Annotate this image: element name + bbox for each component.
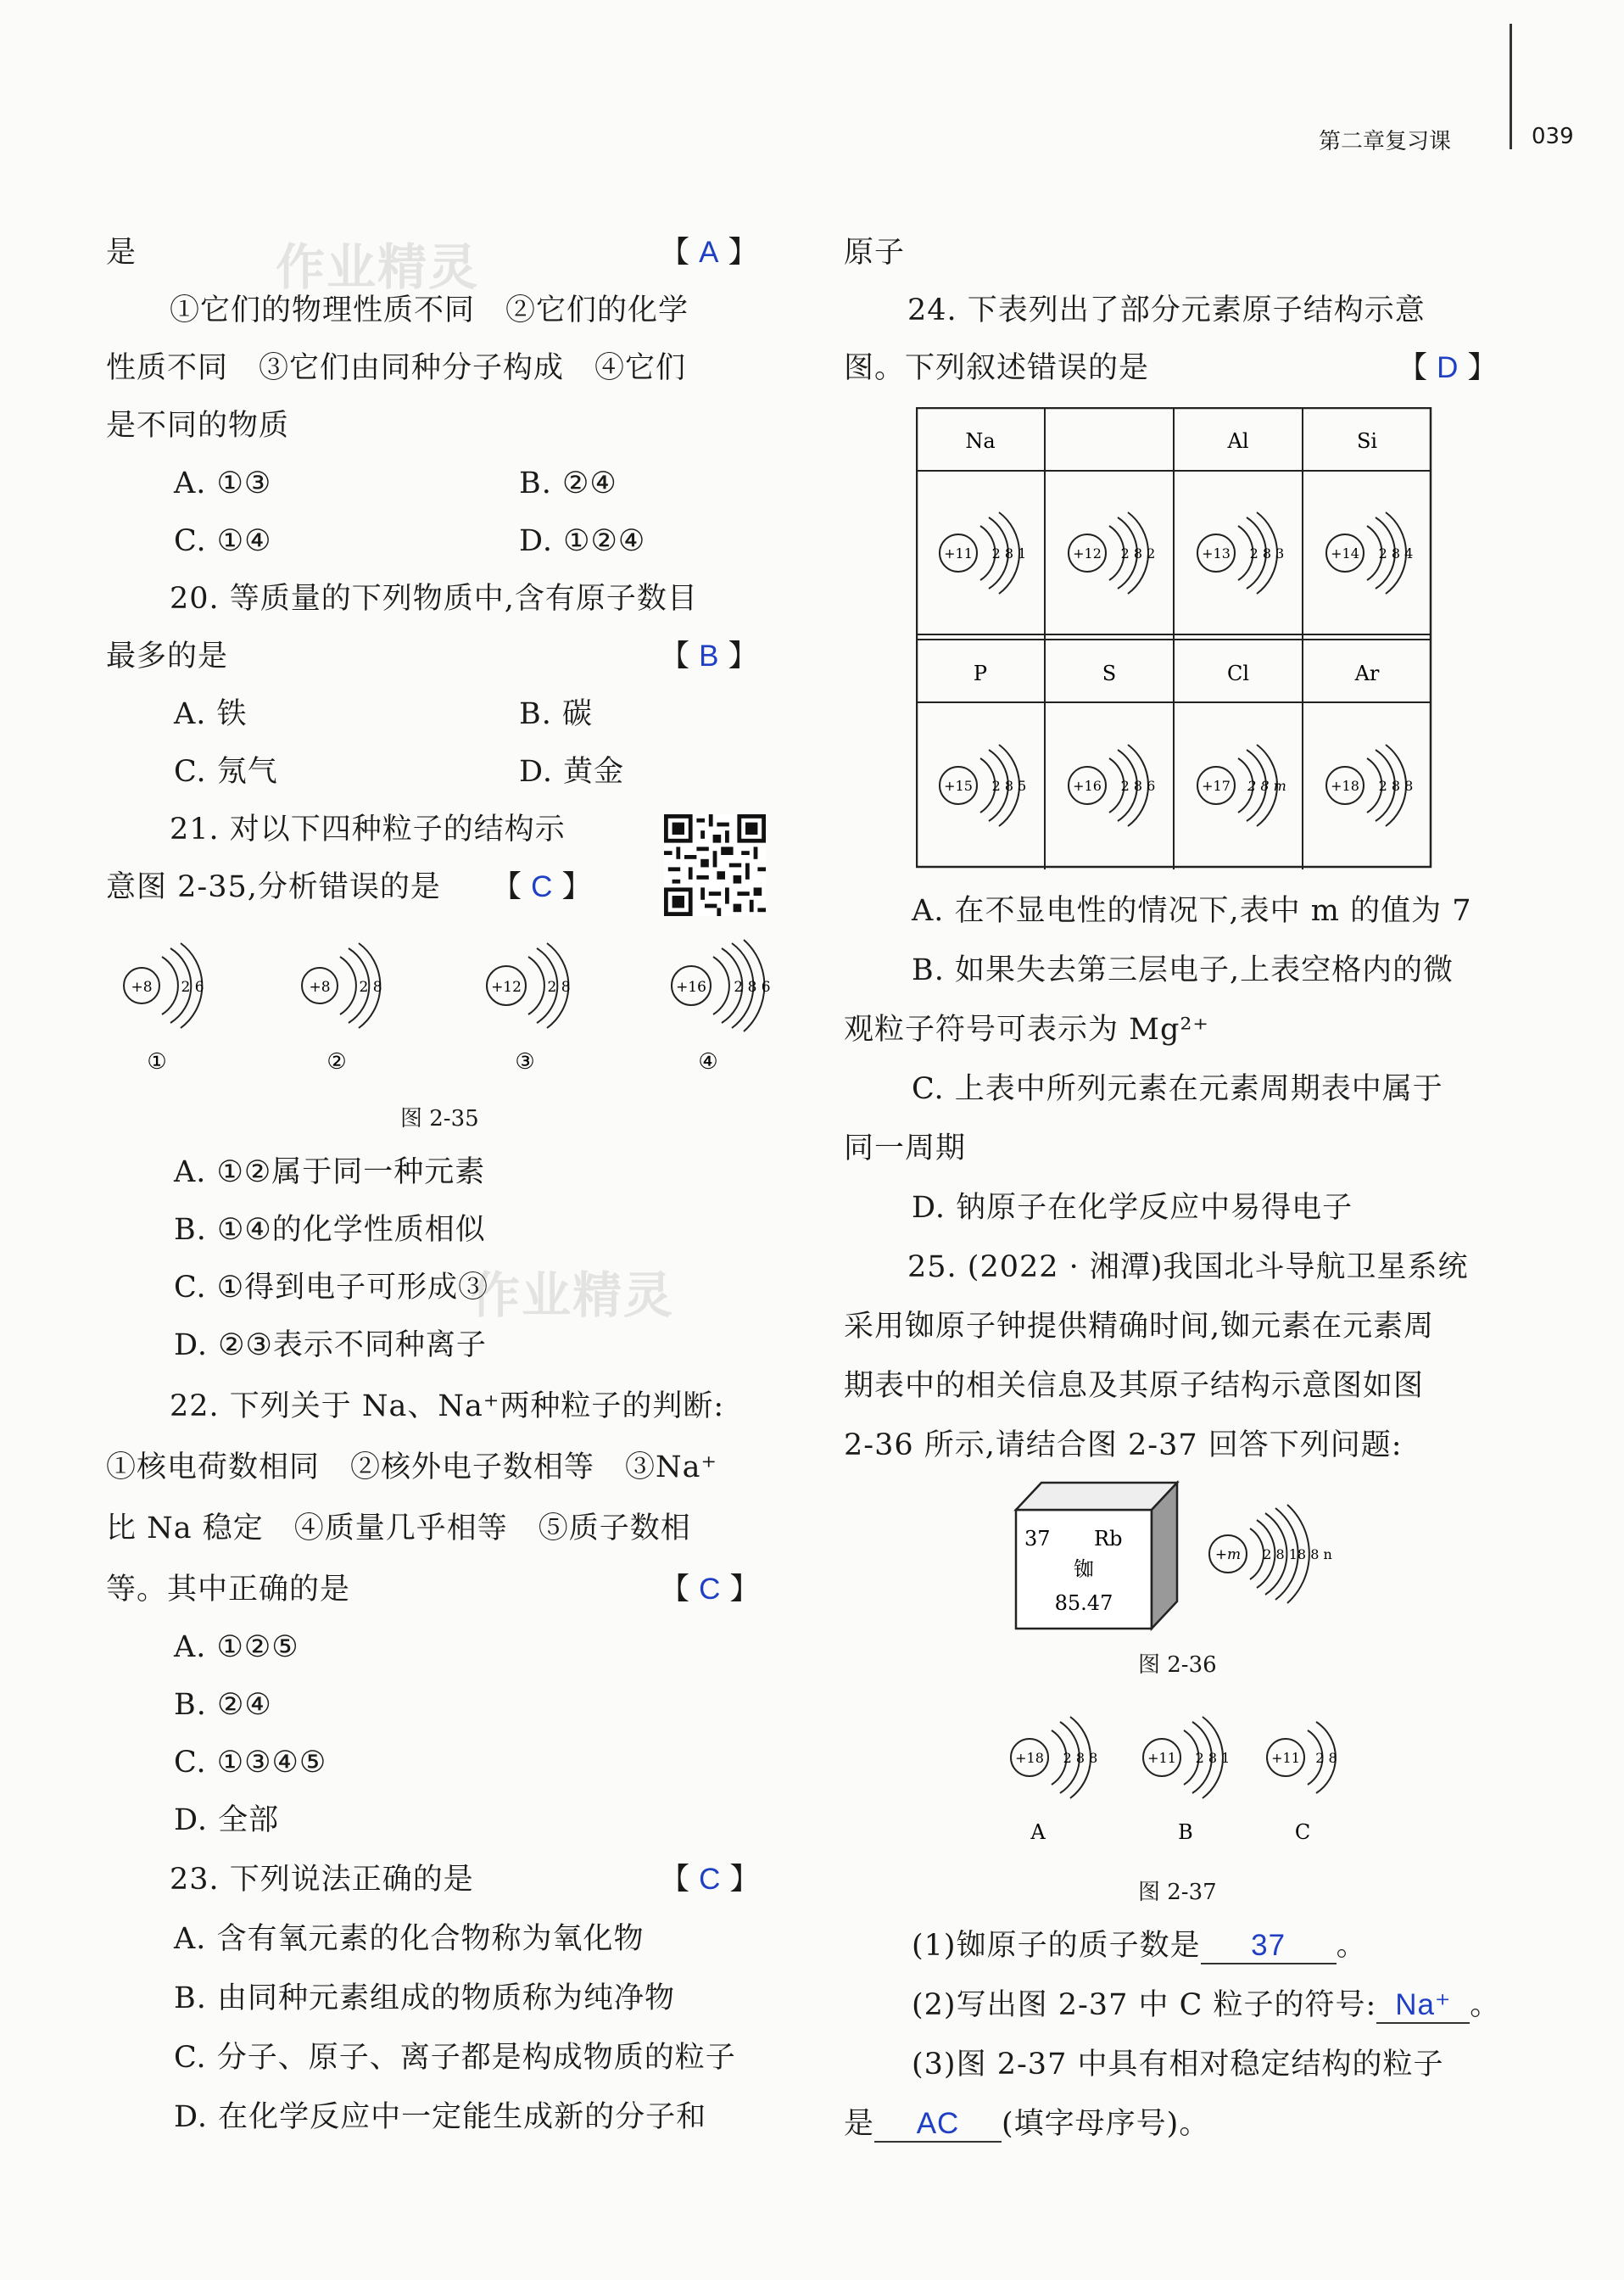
q24-option: D. 钠原子在化学反应中易得电子 [912,1191,1353,1225]
element-symbol: Al [1227,429,1249,453]
atom-diagram [1326,512,1413,594]
shell-electrons: 2 8 [359,979,382,996]
q20-answer-bracket: 【 B 】 [660,640,758,673]
shell-electrons: 2 8 6 [734,979,771,996]
shell-electrons: 2 8 [1315,1750,1337,1766]
q20-stem: 20. 等质量的下列物质中,含有原子数目 [170,582,698,616]
q24-option: B. 如果失去第三层电子,上表空格内的微 [912,953,1454,987]
q24-option: A. 在不显电性的情况下,表中 m 的值为 7 [912,894,1472,928]
figure-caption: 图 2-35 [400,1106,479,1132]
q25-stem: 采用铷原子钟提供精确时间,铷元素在元素周 [844,1310,1435,1344]
element-structure-table [916,407,1433,869]
figure-2-36 [1009,1476,1365,1637]
q20-option: D. 黄金 [519,755,625,789]
q25-sub2-blank[interactable] [1376,1988,1470,2024]
shell-electrons: 2 8 18 8 n [1263,1546,1332,1562]
q24-answer: D [1437,351,1459,384]
nucleus-charge: +8 [309,979,331,996]
q24-stem: 24. 下表列出了部分元素原子结构示意 [907,293,1426,327]
q21-option: C. ①得到电子可形成③ [174,1271,489,1305]
q20-option: B. 碳 [519,697,593,731]
q25-sub2 [912,1983,1500,2027]
q25-sub3-pre: 是 [844,2107,875,2141]
q22-option: A. ①②⑤ [174,1630,299,1664]
q25-stem: 25. (2022 · 湘潭)我国北斗导航卫星系统 [907,1250,1469,1284]
page-number: 039 [1532,124,1574,149]
chapter-title: 第二章复习课 [1319,129,1452,154]
nucleus-charge: +12 [491,979,522,996]
atom-label: B [1178,1820,1193,1844]
atom-label: ④ [698,1049,718,1075]
q21-answer: C [531,870,553,903]
shell-electrons: 2 8 5 [991,778,1027,794]
shell-electrons: 2 8 2 [1120,545,1156,562]
watermark: 作业精灵 [471,1266,675,1324]
figure-caption: 图 2-37 [1138,1880,1217,1905]
atom-diagram [940,745,1026,826]
q23-option: B. 由同种元素组成的物质称为纯净物 [174,1981,675,2015]
shell-electrons: 2 8 1 [991,545,1027,562]
atom-diagram [1197,512,1284,594]
q19-statement-line: ①它们的物理性质不同 ②它们的化学 [170,293,689,327]
q24-answer-bracket: 【 D 】 [1398,351,1498,385]
q22-stem: 比 Na 稳定 ④质量几乎相等 ⑤质子数相 [106,1512,691,1545]
q19-statement-line: 是不同的物质 [106,409,290,443]
q25-sub1-answer: 37 [1251,1929,1286,1962]
q21-answer-bracket: 【 C 】 [492,870,592,904]
nucleus-charge: +17 [1202,778,1231,794]
nucleus-charge: +14 [1331,545,1359,562]
header-divider [1510,24,1512,149]
shell-electrons: 2 8 4 [1378,545,1414,562]
nucleus-charge: +16 [676,979,706,996]
nucleus-charge: +18 [1015,1750,1044,1766]
atom-label: C [1294,1820,1311,1844]
q25-sub2-text: (2)写出图 2-37 中 C 粒子的符号: [912,1988,1377,2022]
q25-sub3-end: (填字母序号)。 [1002,2107,1210,2141]
nucleus-charge: +8 [131,979,153,996]
q20-option: A. 铁 [174,697,248,731]
atomic-mass: 85.47 [1054,1591,1113,1615]
q23-option: A. 含有氧元素的化合物称为氧化物 [174,1922,645,1956]
q25-sub3: (3)图 2-37 中具有相对稳定结构的粒子 [912,2048,1444,2082]
atom-diagram [672,940,771,1031]
shell-electrons: 2 8 8 [1063,1750,1098,1766]
q22-answer: C [699,1573,721,1606]
qr-code-icon [664,814,766,916]
q23-answer: C [699,1863,721,1896]
q21-stem: 21. 对以下四种粒子的结构示 [170,813,566,847]
q23-option-continued: 原子 [844,236,906,270]
nucleus-charge: +11 [1147,1750,1176,1766]
q22-option: B. ②④ [174,1688,272,1722]
atom-diagram [1209,1505,1332,1603]
nucleus-charge: +m [1214,1546,1242,1563]
q25-sub3-answer: AC [916,2107,960,2140]
atom-diagram [487,943,571,1028]
atom-diagram [1069,512,1155,594]
shell-electrons: 2 8 6 [1120,778,1156,794]
q25-sub1-end: 。 [1336,1929,1367,1963]
atom-diagram [302,943,382,1028]
q25-stem: 2-36 所示,请结合图 2-37 回答下列问题: [844,1428,1403,1462]
element-symbol: P [973,662,988,685]
q19-option: B. ②④ [519,467,617,500]
figure-caption: 图 2-36 [1138,1652,1217,1678]
element-symbol: Na [965,429,996,453]
shell-electrons: 2 8 3 [1249,545,1285,562]
atom-label: ② [326,1049,347,1075]
atom-diagram [124,943,204,1028]
element-symbol: S [1102,662,1117,685]
q20-answer: B [699,640,719,673]
atom-diagram [1326,745,1413,826]
q24-option: 观粒子符号可表示为 Mg²⁺ [844,1013,1209,1047]
q25-sub1-text: (1)铷原子的质子数是 [912,1929,1201,1963]
atom-label: ① [147,1049,167,1075]
nucleus-charge: +11 [1271,1750,1300,1766]
q21-stem: 意图 2-35,分析错误的是 [106,870,441,904]
q20-option: C. 氖气 [174,755,278,789]
q22-stem: 22. 下列关于 Na、Na⁺两种粒子的判断: [170,1389,725,1423]
q25-sub3-cont [844,2102,1209,2146]
q25-sub1-blank[interactable] [1201,1929,1337,1964]
figure-2-35 [106,933,776,1086]
nucleus-charge: +16 [1073,778,1102,794]
atom-diagram [1197,745,1286,826]
element-symbol: Rb [1094,1527,1123,1551]
q19-answer: A [699,236,719,269]
nucleus-charge: +12 [1073,545,1102,562]
q25-stem: 期表中的相关信息及其原子结构示意图如图 [844,1369,1425,1403]
q19-statement-line: 性质不同 ③它们由同种分子构成 ④它们 [106,351,687,385]
figure-2-37 [992,1705,1365,1849]
q25-sub2-end: 。 [1470,1988,1501,2022]
shell-electrons: 2 8 [547,979,571,996]
q23-option: C. 分子、原子、离子都是构成物质的粒子 [174,2041,736,2075]
atom-label: ③ [515,1049,535,1075]
nucleus-charge: +11 [944,545,973,562]
atomic-number: 37 [1024,1527,1051,1551]
q21-option: B. ①④的化学性质相似 [174,1213,486,1247]
q24-stem: 图。下列叙述错误的是 [844,351,1150,385]
element-name: 铷 [1074,1557,1094,1581]
q19-answer-bracket: 【 A 】 [660,236,758,270]
q23-option: D. 在化学反应中一定能生成新的分子和 [174,2100,707,2134]
nucleus-charge: +13 [1202,545,1231,562]
q25-sub1 [912,1924,1367,1968]
q25-sub3-blank[interactable] [874,2107,1002,2143]
q19-option: D. ①②④ [519,524,646,558]
q23-stem: 23. 下列说法正确的是 [170,1863,474,1897]
element-symbol: Cl [1226,662,1250,685]
nucleus-charge: +15 [944,778,973,794]
q19-stem-end: 是 [106,236,137,270]
nucleus-charge: +18 [1331,778,1359,794]
atom-diagram [1267,1722,1337,1793]
atom-label: A [1030,1820,1046,1844]
atom-diagram [1143,1717,1230,1798]
shell-electrons: 2 8 m [1247,778,1286,794]
q22-stem: 等。其中正确的是 [106,1573,351,1607]
q24-option: 同一周期 [844,1132,967,1165]
element-symbol: Ar [1354,662,1380,685]
q21-option: D. ②③表示不同种离子 [174,1328,487,1362]
q19-option: C. ①④ [174,524,272,558]
q22-option: D. 全部 [174,1803,280,1837]
atom-diagram [1069,745,1155,826]
q24-option: C. 上表中所列元素在元素周期表中属于 [912,1072,1443,1106]
atom-diagram [1011,1717,1097,1798]
atom-diagram [940,512,1026,594]
q22-answer-bracket: 【 C 】 [660,1573,760,1607]
q25-sub2-answer: Na⁺ [1395,1988,1452,2021]
q22-option: C. ①③④⑤ [174,1746,327,1780]
q21-option: A. ①②属于同一种元素 [174,1155,486,1189]
element-symbol: Si [1356,429,1378,453]
watermark: 作业精灵 [276,238,480,296]
q20-stem: 最多的是 [106,640,229,673]
shell-electrons: 2 8 8 [1378,778,1414,794]
q19-option: A. ①③ [174,467,272,500]
q23-answer-bracket: 【 C 】 [660,1863,760,1897]
shell-electrons: 2 6 [181,979,204,996]
q22-stem: ①核电荷数相同 ②核外电子数相等 ③Na⁺ [106,1450,717,1484]
shell-electrons: 2 8 1 [1195,1750,1231,1766]
